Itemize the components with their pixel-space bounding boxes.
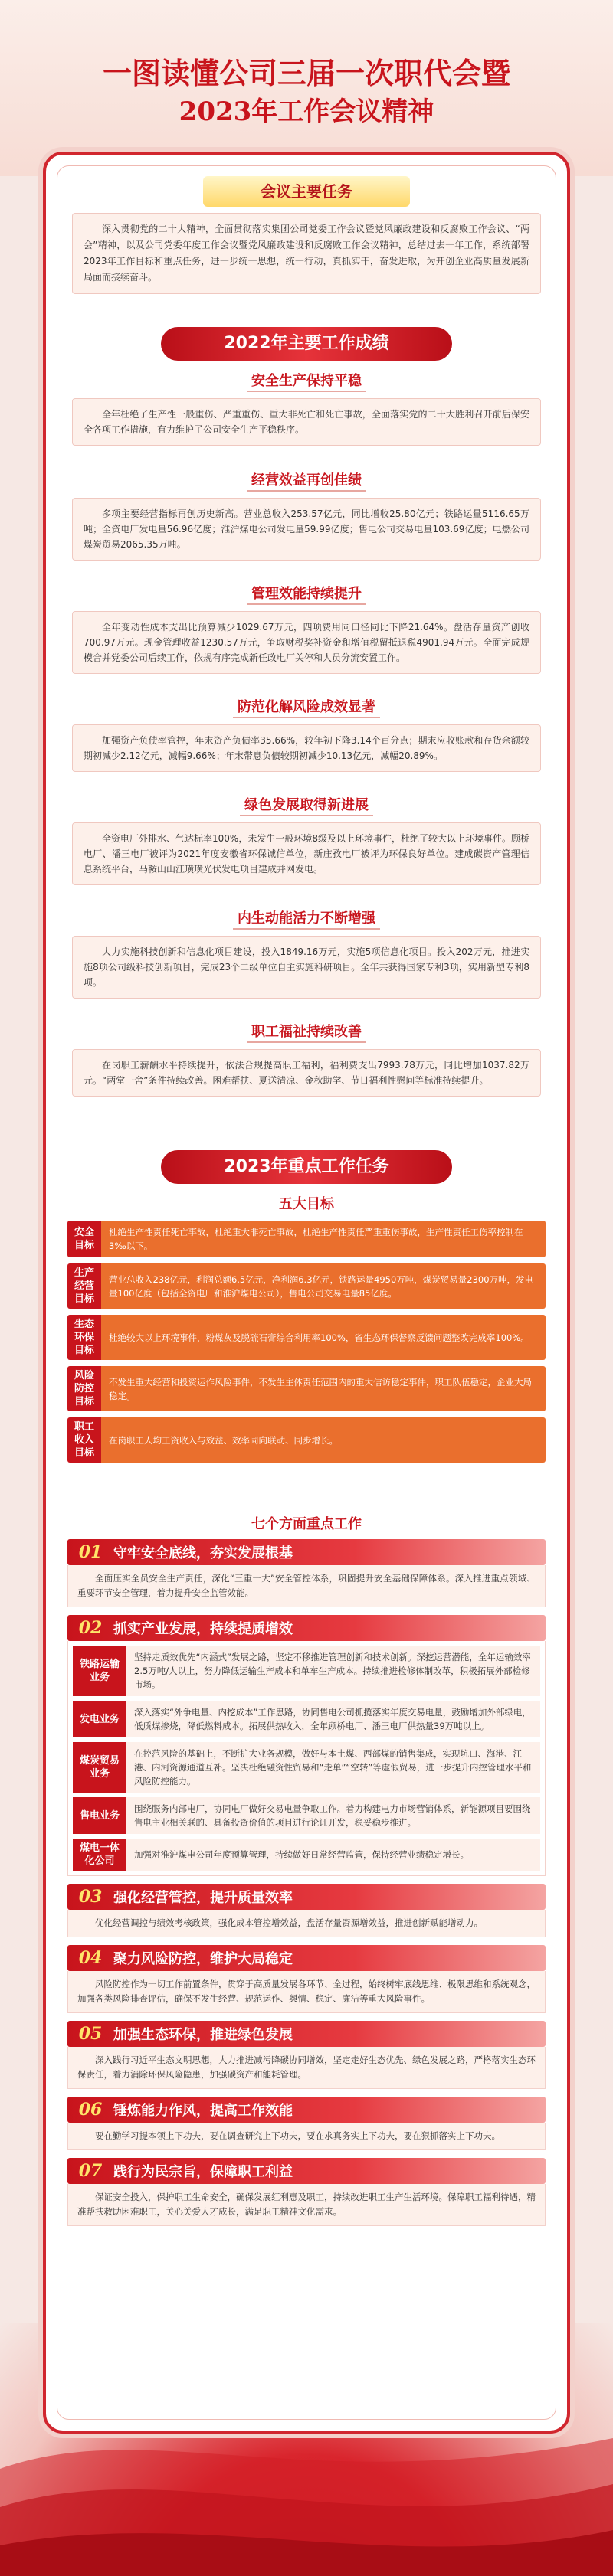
goal-text: 营业总收入238亿元，利润总额6.5亿元，净利润6.3亿元，铁路运量4950万吨，煤炭贸易量2300万吨，发电量100亿度（包括全资电厂和淮沪煤电公司），售电公司交易电量85亿度。 (101, 1263, 546, 1309)
industry-text: 深入落实“外争电量、内挖成本”工作思路，协同售电公司抓揽落实年度交易电量，鼓励增加外部绿电，低质煤掺烧，降低燃料成本。拓展供热收入，全年顾桥电厂、潘三电厂供热量39万吨以上。 (126, 1701, 540, 1737)
section-2023-tasks (46, 1150, 567, 1184)
goal-row (67, 1221, 546, 1257)
industry-row (73, 1701, 540, 1737)
section-main-task (46, 176, 567, 294)
goal-row (67, 1263, 546, 1309)
goals-title: 五大目标 (279, 1196, 334, 1212)
task-banner (67, 2158, 546, 2184)
achievement-subtitle: 内生动能活力不断增强 (46, 908, 567, 930)
goal-row (67, 1366, 546, 1411)
achievement-subtitle: 职工福祉持续改善 (46, 1022, 567, 1043)
task-text: 保证安全投入，保护职工生命安全，确保发展红利惠及职工，持续改进职工生产生活环境。保障职工福利待遇，精准帮扶救助困难职工，关心关爱人才成长，满足职工精神文化需求。 (67, 2184, 546, 2226)
industry-label: 铁路运输业务 (73, 1646, 126, 1696)
task-number: 04 (78, 1948, 103, 1968)
task-banner (67, 1945, 546, 1971)
task-number: 07 (78, 2161, 103, 2181)
section-heading: 2022年主要工作成绩 (161, 327, 452, 361)
achievement-item (46, 371, 567, 446)
industry-row (73, 1646, 540, 1696)
task-text: 要在勤学习提本领上下功夫，要在调查研究上下功夫，要在求真务实上下功夫，要在狠抓落实上下功夫。 (67, 2123, 546, 2150)
task-number: 05 (78, 2024, 103, 2044)
industry-text: 在控范风险的基础上，不断扩大业务规模，做好与本土煤、西部煤的销售集成，实现坑口、海港、江港、内河资源通道互补。坚决杜绝融资性贸易和“走单”“空转”等虚假贸易，进一步提升内控管理水平和风险防控能力。 (126, 1742, 540, 1793)
content-frame (43, 152, 570, 2434)
achievement-subtitle: 安全生产保持平稳 (46, 371, 567, 392)
achievement-text: 多项主要经营指标再创历史新高。营业总收入253.57亿元，同比增收25.80亿元；铁路运量5116.65万吨；全资电厂发电量56.96亿度；淮沪煤电公司发电量59.99亿度；售电公司交易电量103.69亿度；电燃公司煤炭贸易2065.35万吨。 (72, 498, 541, 561)
task-title: 抓实产业发展，持续提质增效 (113, 1621, 293, 1637)
industry-label: 发电业务 (73, 1701, 126, 1737)
task-banner (67, 2021, 546, 2047)
task-banner (67, 1884, 546, 1910)
main-task-text: 深入贯彻党的二十大精神，全面贯彻落实集团公司党委工作会议暨党风廉政建设和反腐败工作会议、“两会”精神，以及公司党委年度工作会议暨党风廉政建设和反腐败工作会议精神，总结过去一年工作，系统部署2023年工作目标和重点任务，进一步统一思想，统一行动，真抓实干，奋发进取，为开创企业高质量发展新局面而接续奋斗。 (72, 213, 541, 294)
goal-label: 生产经营目标 (67, 1263, 101, 1309)
task-title: 践行为民宗旨，保障职工利益 (113, 2164, 293, 2180)
section-2022-achievements (46, 327, 567, 361)
goal-label: 生态环保目标 (67, 1315, 101, 1360)
task-text: 优化经营调控与绩效考核政策，强化成本管控增效益，盘活存量资源增效益，推进创新赋能增动力。 (67, 1910, 546, 1937)
achievement-text: 全资电厂外排水、气达标率100%，未发生一般环境8级及以上环境事件，杜绝了较大以上环境事件。顾桥电厂、潘三电厂被评为2021年度安徽省环保诚信单位，新庄孜电厂被评为环保良好单位。建成碳资产管理信息系统平台，马鞍山山江璜璜光伏发电项目建成并网发电。 (72, 822, 541, 885)
achievement-text: 全年变动性成本支出比预算减少1029.67万元，四项费用同口径同比下降21.64%。盘活存量资产创收700.97万元。现金管理收益1230.57万元，争取财税奖补资金和增值税留抵退税4901.94万元。全面完成规模合并党委公司后续工作，依规有序完成新任政电厂关停和人员分流安置工作。 (72, 611, 541, 674)
task-title: 强化经营管控，提升质量效率 (113, 1890, 293, 1906)
industry-row (73, 1742, 540, 1793)
achievement-item (46, 795, 567, 885)
achievement-subtitle: 绿色发展取得新进展 (46, 795, 567, 816)
task-banner (67, 1539, 546, 1565)
achievement-text: 大力实施科技创新和信息化项目建设，投入1849.16万元，实施5项信息化项目。投入202万元，推进实施8项公司级科技创新项目，完成23个二级单位自主实施科研项目。全年共获得国家专利3项，实用新型专利8项。 (72, 936, 541, 999)
achievement-item (46, 697, 567, 772)
goal-label: 安全目标 (67, 1221, 101, 1257)
task-banner (67, 2097, 546, 2123)
goal-text: 杜绝生产性责任死亡事故，杜绝重大非死亡事故，杜绝生产性责任严重重伤事故，生产性责任工伤率控制在3‰以下。 (101, 1221, 546, 1257)
tasks-title: 七个方面重点工作 (251, 1516, 362, 1532)
task-title: 守牢安全底线，夯实发展根基 (113, 1545, 293, 1561)
goal-text: 在岗职工人均工资收入与效益、效率同向联动、同步增长。 (101, 1417, 546, 1463)
task-title: 锤炼能力作风，提高工作效能 (113, 2103, 293, 2119)
seven-tasks (46, 1515, 567, 2226)
page-title-line2: 2023年工作会议精神 (179, 96, 434, 127)
goal-text: 杜绝较大以上环境事件，粉煤灰及脱硫石膏综合利用率100%，省生态环保督察反馈问题整改完成率100%。 (101, 1315, 546, 1360)
industry-row (73, 1797, 540, 1834)
goal-label: 职工收入目标 (67, 1417, 101, 1463)
goal-row (67, 1315, 546, 1360)
task-number: 01 (78, 1542, 103, 1562)
industry-label: 煤炭贸易业务 (73, 1742, 126, 1793)
task-text: 深入践行习近平生态文明思想，大力推进减污降碳协同增效，坚定走好生态优先、绿色发展之路，严格落实生态环保责任，着力消除环保风险隐患，加强碳资产和能耗管理。 (67, 2047, 546, 2089)
industry-label: 售电业务 (73, 1797, 126, 1834)
task-banner (67, 1615, 546, 1641)
achievement-subtitle: 防范化解风险成效显著 (46, 697, 567, 718)
task-title: 加强生态环保，推进绿色发展 (113, 2027, 293, 2043)
five-goals (46, 1195, 567, 1469)
achievement-subtitle: 管理效能持续提升 (46, 584, 567, 605)
task-number: 02 (78, 1618, 103, 1638)
goal-text: 不发生重大经营和投资运作风险事件，不发生主体责任范围内的重大信访稳定事件，职工队伍稳定，企业大局稳定。 (101, 1366, 546, 1411)
achievement-item (46, 908, 567, 999)
achievement-text: 加强资产负债率管控，年末资产负债率35.66%，较年初下降3.14个百分点；期末应收账款和存货余额较期初减少2.12亿元，减幅9.66%；年末带息负债较期初减少10.13亿元，减幅20.89%。 (72, 724, 541, 772)
section-heading: 会议主要任务 (203, 176, 410, 207)
industry-grid (67, 1641, 546, 1876)
achievement-item (46, 584, 567, 674)
task-title: 聚力风险防控，维护大局稳定 (113, 1951, 293, 1967)
industry-text: 围绕服务内部电厂，协同电厂做好交易电量争取工作。着力构建电力市场营销体系，新能源项目要围绕售电主业相关联的、具备投资价值的项目进行论证开发，稳妥稳步推进。 (126, 1797, 540, 1834)
industry-text: 坚持走质效优先“内涵式”发展之路，坚定不移推进管理创新和技术创新。深挖运营潜能，全年运输效率2.5万吨/人以上，努力降低运输生产成本和单车生产成本。持续推进检修体制改革，积极拓展外部检修市场。 (126, 1646, 540, 1696)
page-title (0, 54, 613, 130)
goal-row (67, 1417, 546, 1463)
task-number: 03 (78, 1887, 103, 1907)
industry-row (73, 1839, 540, 1871)
achievement-subtitle: 经营效益再创佳绩 (46, 470, 567, 492)
goal-label: 风险防控目标 (67, 1366, 101, 1411)
section-heading: 2023年重点工作任务 (161, 1150, 452, 1184)
industry-text: 加强对淮沪煤电公司年度预算管理，持续做好日常经营监管，保持经营业绩稳定增长。 (126, 1839, 540, 1871)
task-number: 06 (78, 2100, 103, 2120)
industry-label: 煤电一体化公司 (73, 1839, 126, 1871)
achievement-item (46, 470, 567, 561)
achievement-item (46, 1022, 567, 1097)
task-text: 全面压实全员安全生产责任，深化“三重一大”安全管控体系，巩固提升安全基础保障体系。深入推进重点领域、重要环节安全管理，着力提升安全监管效能。 (67, 1565, 546, 1607)
achievement-text: 全年杜绝了生产性一般重伤、严重重伤、重大非死亡和死亡事故，全面落实党的二十大胜利召开前后保安全各项工作措施，有力维护了公司安全生产平稳秩序。 (72, 398, 541, 446)
page-title-line1: 一图读懂公司三届一次职代会暨 (102, 56, 510, 90)
achievement-text: 在岗职工薪酬水平持续提升，依法合规提高职工福利，福利费支出7993.78万元，同比增加1037.82万元。“两堂一舍”条件持续改善。困难帮扶、夏送清凉、金秋助学、节日福利性慰问等标准持续提升。 (72, 1049, 541, 1097)
task-text: 风险防控作为一切工作前置条件，贯穿于高质量发展各环节、全过程，始终树牢底线思维、极限思维和系统观念，加强各类风险排查评估，确保不发生经营、规范运作、舆情、稳定、廉洁等重大风险事件。 (67, 1971, 546, 2013)
